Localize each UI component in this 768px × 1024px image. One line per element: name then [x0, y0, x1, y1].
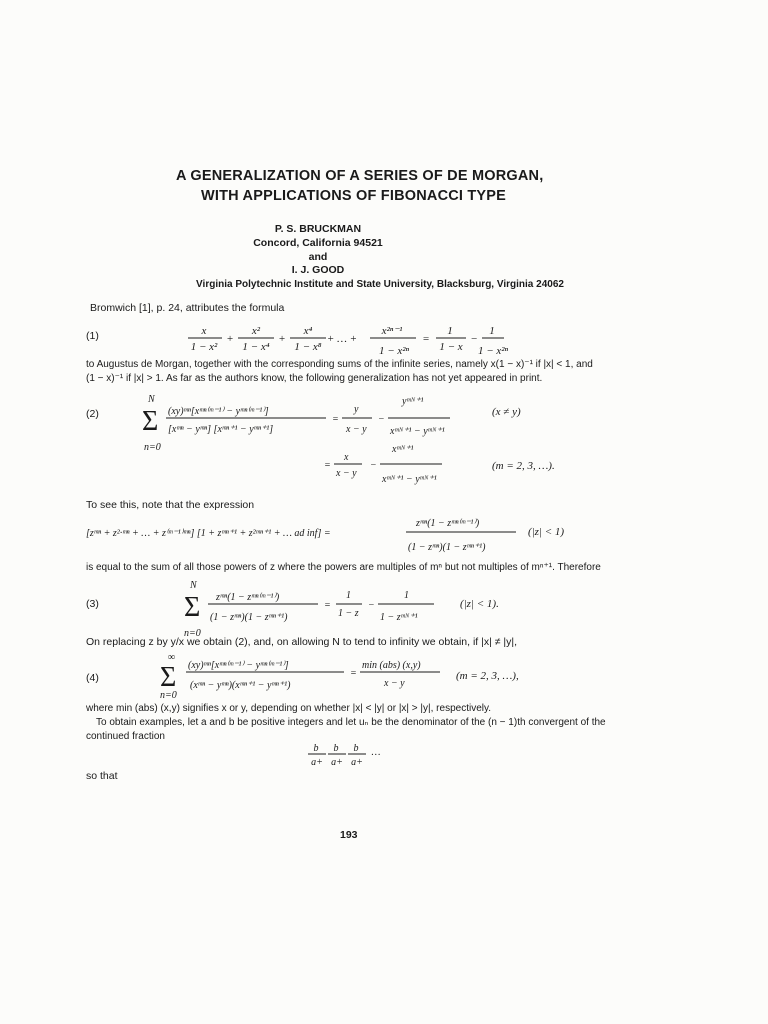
- equation-2-condition-2: (m = 2, 3, …).: [492, 460, 555, 472]
- svg-text:min (abs) (x,y): min (abs) (x,y): [362, 660, 421, 671]
- svg-text:N: N: [190, 580, 197, 591]
- svg-text:1 − x²ⁿ: 1 − x²ⁿ: [477, 345, 509, 357]
- svg-text:(xy)ᵐⁿ[xᵐⁿ⁽ᵐ⁻¹⁾ − yᵐⁿ⁽ᵐ⁻¹⁾]: (xy)ᵐⁿ[xᵐⁿ⁽ᵐ⁻¹⁾ − yᵐⁿ⁽ᵐ⁻¹⁾]: [188, 660, 289, 671]
- equation-4-graphic: [158, 652, 448, 702]
- equation-1-graphic: [184, 320, 509, 360]
- svg-text:=: =: [324, 460, 331, 471]
- paragraph-7a: To obtain examples, let a and b be positive integers and let uₙ be the denominator of the (n − 1)th convergent of the: [96, 717, 606, 728]
- equation-1-label: (1): [86, 330, 99, 342]
- paragraph-5: On replacing z by y/x we obtain (2), and, on allowing N to tend to infinity we obtain, if |x| ≠ |y|,: [86, 636, 518, 648]
- svg-text:=: =: [422, 333, 430, 345]
- svg-text:n=0: n=0: [160, 690, 177, 701]
- svg-text:1 − x⁴: 1 − x⁴: [242, 341, 270, 353]
- svg-text:1: 1: [489, 325, 495, 337]
- paragraph-3: To see this, note that the expression: [86, 499, 255, 511]
- svg-text:n=0: n=0: [144, 442, 161, 453]
- equation-4: [158, 652, 448, 702]
- svg-text:x²ⁿ⁻¹: x²ⁿ⁻¹: [381, 325, 403, 337]
- paragraph-7b: continued fraction: [86, 731, 165, 742]
- svg-text:zᵐⁿ(1 − zᵐⁿ⁽ᵐ⁻¹⁾): zᵐⁿ(1 − zᵐⁿ⁽ᵐ⁻¹⁾): [416, 518, 480, 529]
- intro-text: Bromwich [1], p. 24, attributes the formula: [90, 302, 285, 314]
- svg-text:1 − x²: 1 − x²: [190, 341, 218, 353]
- svg-text:y: y: [354, 404, 359, 415]
- equation-2: [140, 390, 560, 490]
- author-2: I. J. GOOD: [291, 264, 345, 276]
- svg-text:n=0: n=0: [184, 628, 201, 639]
- equation-4-condition: (m = 2, 3, …),: [456, 670, 519, 682]
- svg-text:x²: x²: [251, 325, 261, 337]
- paragraph-2a: to Augustus de Morgan, together with the corresponding sums of the infinite series, namely x(1 − x)⁻¹ if |x| < 1, and: [86, 359, 593, 370]
- svg-text:Σ: Σ: [160, 662, 177, 693]
- svg-text:1: 1: [404, 590, 409, 601]
- expression-z-graphic: [86, 510, 526, 560]
- svg-text:xᵐᴺ⁺¹ − yᵐᴺ⁺¹: xᵐᴺ⁺¹ − yᵐᴺ⁺¹: [382, 474, 437, 485]
- svg-text:+ … +: + … +: [326, 333, 358, 345]
- svg-text:xᵐᴺ⁺¹ − yᵐᴺ⁺¹: xᵐᴺ⁺¹ − yᵐᴺ⁺¹: [390, 426, 445, 437]
- author-and: and: [308, 251, 328, 263]
- svg-text:b: b: [333, 743, 339, 754]
- svg-text:a+: a+: [351, 757, 363, 768]
- paragraph-8: so that: [86, 770, 118, 782]
- svg-text:∞: ∞: [168, 652, 176, 663]
- svg-text:x⁴: x⁴: [303, 325, 313, 337]
- svg-text:(1 − zᵐⁿ)(1 − zᵐⁿ⁺¹): (1 − zᵐⁿ)(1 − zᵐⁿ⁺¹): [210, 612, 288, 623]
- title-line-1: A GENERALIZATION OF A SERIES OF DE MORGAN,: [176, 168, 544, 184]
- author-1-affiliation: Concord, California 94521: [253, 237, 383, 249]
- svg-text:1: 1: [447, 325, 453, 337]
- svg-text:x − y: x − y: [384, 678, 405, 689]
- svg-text:[zᵐⁿ + z²·ᵐⁿ + … + z⁽ᵐ⁻¹⁾ᵐⁿ] [: [zᵐⁿ + z²·ᵐⁿ + … + z⁽ᵐ⁻¹⁾ᵐⁿ] [1 + zᵐⁿ⁺¹ + z²ᵐⁿ⁺¹ + … ad inf] =: [86, 528, 331, 539]
- svg-text:−: −: [470, 333, 478, 345]
- svg-text:x: x: [344, 452, 349, 463]
- equation-3-condition: (|z| < 1).: [460, 598, 499, 610]
- svg-text:=: =: [350, 668, 357, 679]
- continued-fraction-graphic: [306, 741, 386, 771]
- paragraph-2b: (1 − x)⁻¹ if |x| > 1. As far as the authors know, the following generalization has not yet appeared in print.: [86, 373, 543, 384]
- page-number: 193: [340, 829, 358, 841]
- equation-3-label: (3): [86, 598, 99, 610]
- equation-2-graphic: [140, 390, 560, 490]
- svg-text:=: =: [324, 600, 331, 611]
- svg-text:(xᵐⁿ − yᵐⁿ)(xᵐⁿ⁺¹ − yᵐⁿ⁺¹): (xᵐⁿ − yᵐⁿ)(xᵐⁿ⁺¹ − yᵐⁿ⁺¹): [190, 680, 291, 691]
- svg-text:+: +: [226, 333, 234, 345]
- equation-4-label: (4): [86, 672, 99, 684]
- svg-text:x: x: [201, 325, 207, 337]
- equation-2-condition-1: (x ≠ y): [492, 406, 521, 418]
- svg-text:−: −: [370, 460, 377, 471]
- svg-text:−: −: [378, 414, 385, 425]
- author-2-affiliation: Virginia Polytechnic Institute and State University, Blacksburg, Virginia 24062: [196, 279, 564, 290]
- equation-3: [182, 578, 482, 644]
- svg-text:1 − z: 1 − z: [338, 608, 359, 619]
- svg-text:Σ: Σ: [184, 592, 201, 623]
- svg-text:1 − x: 1 − x: [439, 341, 463, 353]
- svg-text:[xᵐⁿ − yᵐⁿ] [xᵐⁿ⁺¹ − yᵐⁿ⁺¹]: [xᵐⁿ − yᵐⁿ] [xᵐⁿ⁺¹ − yᵐⁿ⁺¹]: [168, 424, 274, 435]
- svg-text:+: +: [278, 333, 286, 345]
- equation-3-graphic: [182, 578, 482, 644]
- svg-text:1: 1: [346, 590, 351, 601]
- paragraph-4: is equal to the sum of all those powers of z where the powers are multiples of mⁿ but not multiples of mⁿ⁺¹. Therefore: [86, 562, 601, 573]
- expression-z-condition: (|z| < 1): [528, 526, 565, 538]
- svg-text:N: N: [148, 394, 155, 405]
- svg-text:x − y: x − y: [336, 468, 357, 479]
- continued-fraction: [306, 741, 386, 771]
- expression-z: [86, 510, 526, 560]
- svg-text:Σ: Σ: [142, 406, 159, 437]
- svg-text:x − y: x − y: [346, 424, 367, 435]
- svg-text:−: −: [368, 600, 375, 611]
- svg-text:1 − zᵐᴺ⁺¹: 1 − zᵐᴺ⁺¹: [380, 612, 418, 623]
- svg-text:xᵐᴺ⁺¹: xᵐᴺ⁺¹: [392, 444, 414, 455]
- svg-text:b: b: [313, 743, 319, 754]
- equation-1: [184, 320, 509, 357]
- svg-text:b: b: [353, 743, 359, 754]
- svg-text:1 − x⁸: 1 − x⁸: [294, 341, 322, 353]
- title-line-2: WITH APPLICATIONS OF FIBONACCI TYPE: [201, 188, 507, 204]
- svg-text:zᵐⁿ(1 − zᵐⁿ⁽ᵐ⁻¹⁾): zᵐⁿ(1 − zᵐⁿ⁽ᵐ⁻¹⁾): [216, 592, 280, 603]
- svg-text:a+: a+: [311, 757, 323, 768]
- svg-text:(xy)ᵐⁿ[xᵐⁿ⁽ᵐ⁻¹⁾ − yᵐⁿ⁽ᵐ⁻¹⁾]: (xy)ᵐⁿ[xᵐⁿ⁽ᵐ⁻¹⁾ − yᵐⁿ⁽ᵐ⁻¹⁾]: [168, 406, 269, 417]
- author-1: P. S. BRUCKMAN: [274, 223, 362, 235]
- paragraph-6: where min (abs) (x,y) signifies x or y, depending on whether |x| < |y| or |x| > |y|, respectively.: [86, 703, 492, 714]
- svg-text:1 − x²ⁿ: 1 − x²ⁿ: [378, 345, 410, 357]
- svg-text:=: =: [332, 414, 339, 425]
- svg-text:…: …: [371, 747, 381, 758]
- svg-text:yᵐᴺ⁺¹: yᵐᴺ⁺¹: [402, 396, 424, 407]
- equation-2-label: (2): [86, 408, 99, 420]
- svg-text:(1 − zᵐⁿ)(1 − zᵐⁿ⁺¹): (1 − zᵐⁿ)(1 − zᵐⁿ⁺¹): [408, 542, 486, 553]
- svg-text:a+: a+: [331, 757, 343, 768]
